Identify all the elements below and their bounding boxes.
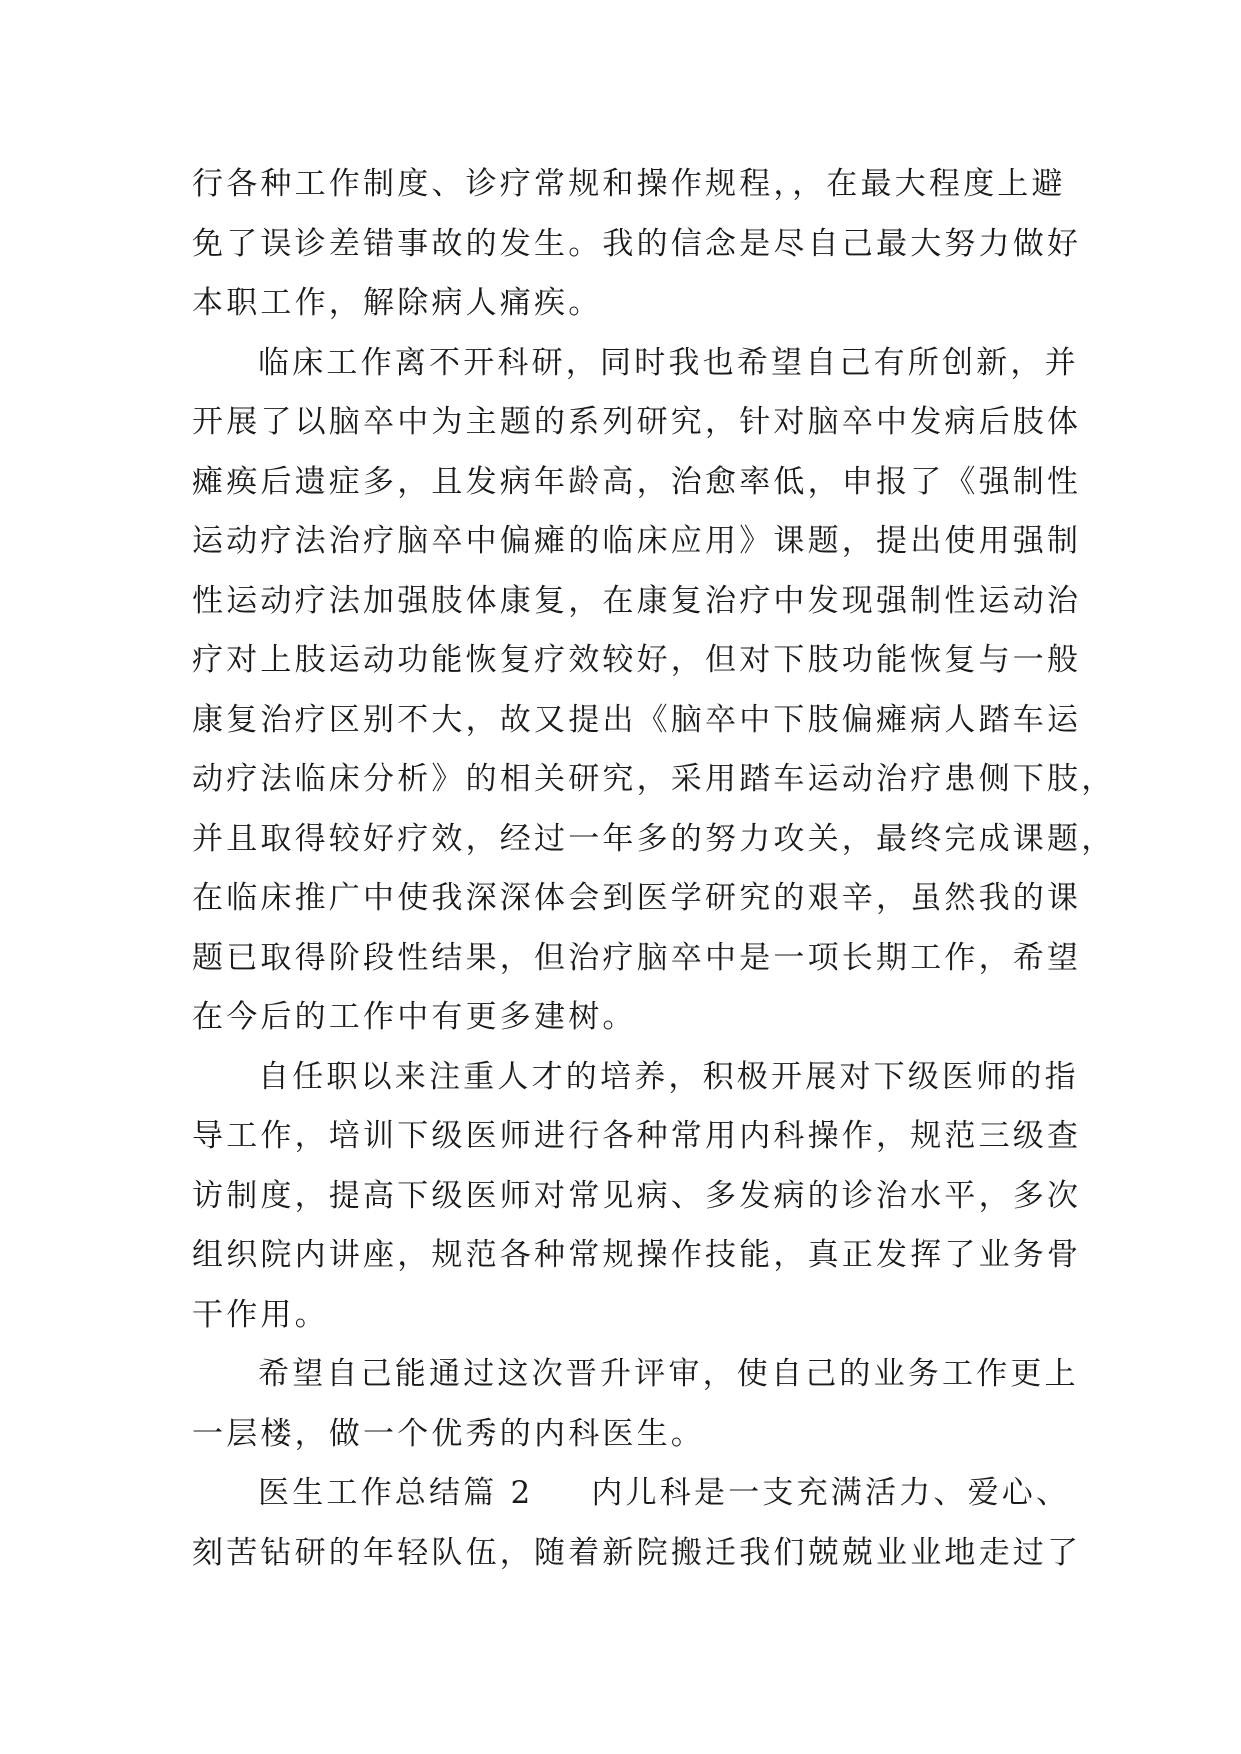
text-line: 瘫痪后遗症多，且发病年龄高，治愈率低，申报了《强制性	[192, 463, 1082, 500]
document-body	[192, 155, 1116, 1583]
paragraph-4	[192, 1345, 1079, 1464]
text-line: 希望自己能通过这次晋升评审，使自己的业务工作更上	[258, 1356, 1079, 1392]
text-line: 行各种工作制度、诊疗常规和操作规程，，在最大程度上避	[192, 166, 1066, 202]
text-line: 刻苦钻研的年轻队伍，随着新院搬迁我们兢兢业业地走过了	[192, 1534, 1082, 1571]
text-line: 疗对上肢运动功能恢复疗效较好，但对下肢功能恢复与一般	[192, 642, 1082, 678]
text-line: 本职工作，解除病人痛疾。	[192, 285, 603, 321]
text-line: 题已取得阶段性结果，但治疗脑卒中是一项长期工作，希望	[192, 939, 1082, 976]
paragraph-5	[192, 1464, 1082, 1583]
text-line: 并且取得较好疗效，经过一年多的努力攻关，最终完成课题，	[192, 820, 1116, 857]
text-line: 在临床推广中使我深深体会到医学研究的艰辛，虽然我的课	[192, 880, 1082, 916]
text-fragment: 内儿科是一支充满活力、爱心、	[591, 1475, 1071, 1511]
paragraph-3	[192, 1048, 1082, 1346]
text-line: 康复治疗区别不大，故又提出《脑卒中下肢偏瘫病人踏车运	[192, 701, 1082, 738]
paragraph-1	[192, 155, 1082, 334]
text-line: 干作用。	[192, 1296, 329, 1333]
section-heading: 医生工作总结篇 2	[258, 1475, 534, 1511]
text-line: 自任职以来注重人才的培养，积极开展对下级医师的指	[258, 1058, 1079, 1095]
text-line: 免了误诊差错事故的发生。我的信念是尽自己最大努力做好	[192, 225, 1082, 262]
text-line: 临床工作离不开科研，同时我也希望自己有所创新，并	[258, 344, 1079, 381]
paragraph-2	[192, 334, 1116, 1048]
text-line: 导工作，培训下级医师进行各种常用内科操作，规范三级查	[192, 1118, 1082, 1154]
text-line: 动疗法临床分析》的相关研究，采用踏车运动治疗患侧下肢，	[192, 761, 1116, 797]
text-line: 组织院内讲座，规范各种常规操作技能，真正发挥了业务骨	[192, 1237, 1082, 1273]
text-line	[192, 1464, 1071, 1524]
text-line: 访制度，提高下级医师对常见病、多发病的诊治水平，多次	[192, 1177, 1082, 1214]
text-line: 开展了以脑卒中为主题的系列研究，针对脑卒中发病后肢体	[192, 404, 1082, 440]
text-line: 性运动疗法加强肢体康复，在康复治疗中发现强制性运动治	[192, 582, 1082, 619]
text-line: 运动疗法治疗脑卒中偏瘫的临床应用》课题，提出使用强制	[192, 523, 1082, 559]
text-line: 在今后的工作中有更多建树。	[192, 999, 637, 1035]
text-line: 一层楼，做一个优秀的内科医生。	[192, 1415, 705, 1452]
